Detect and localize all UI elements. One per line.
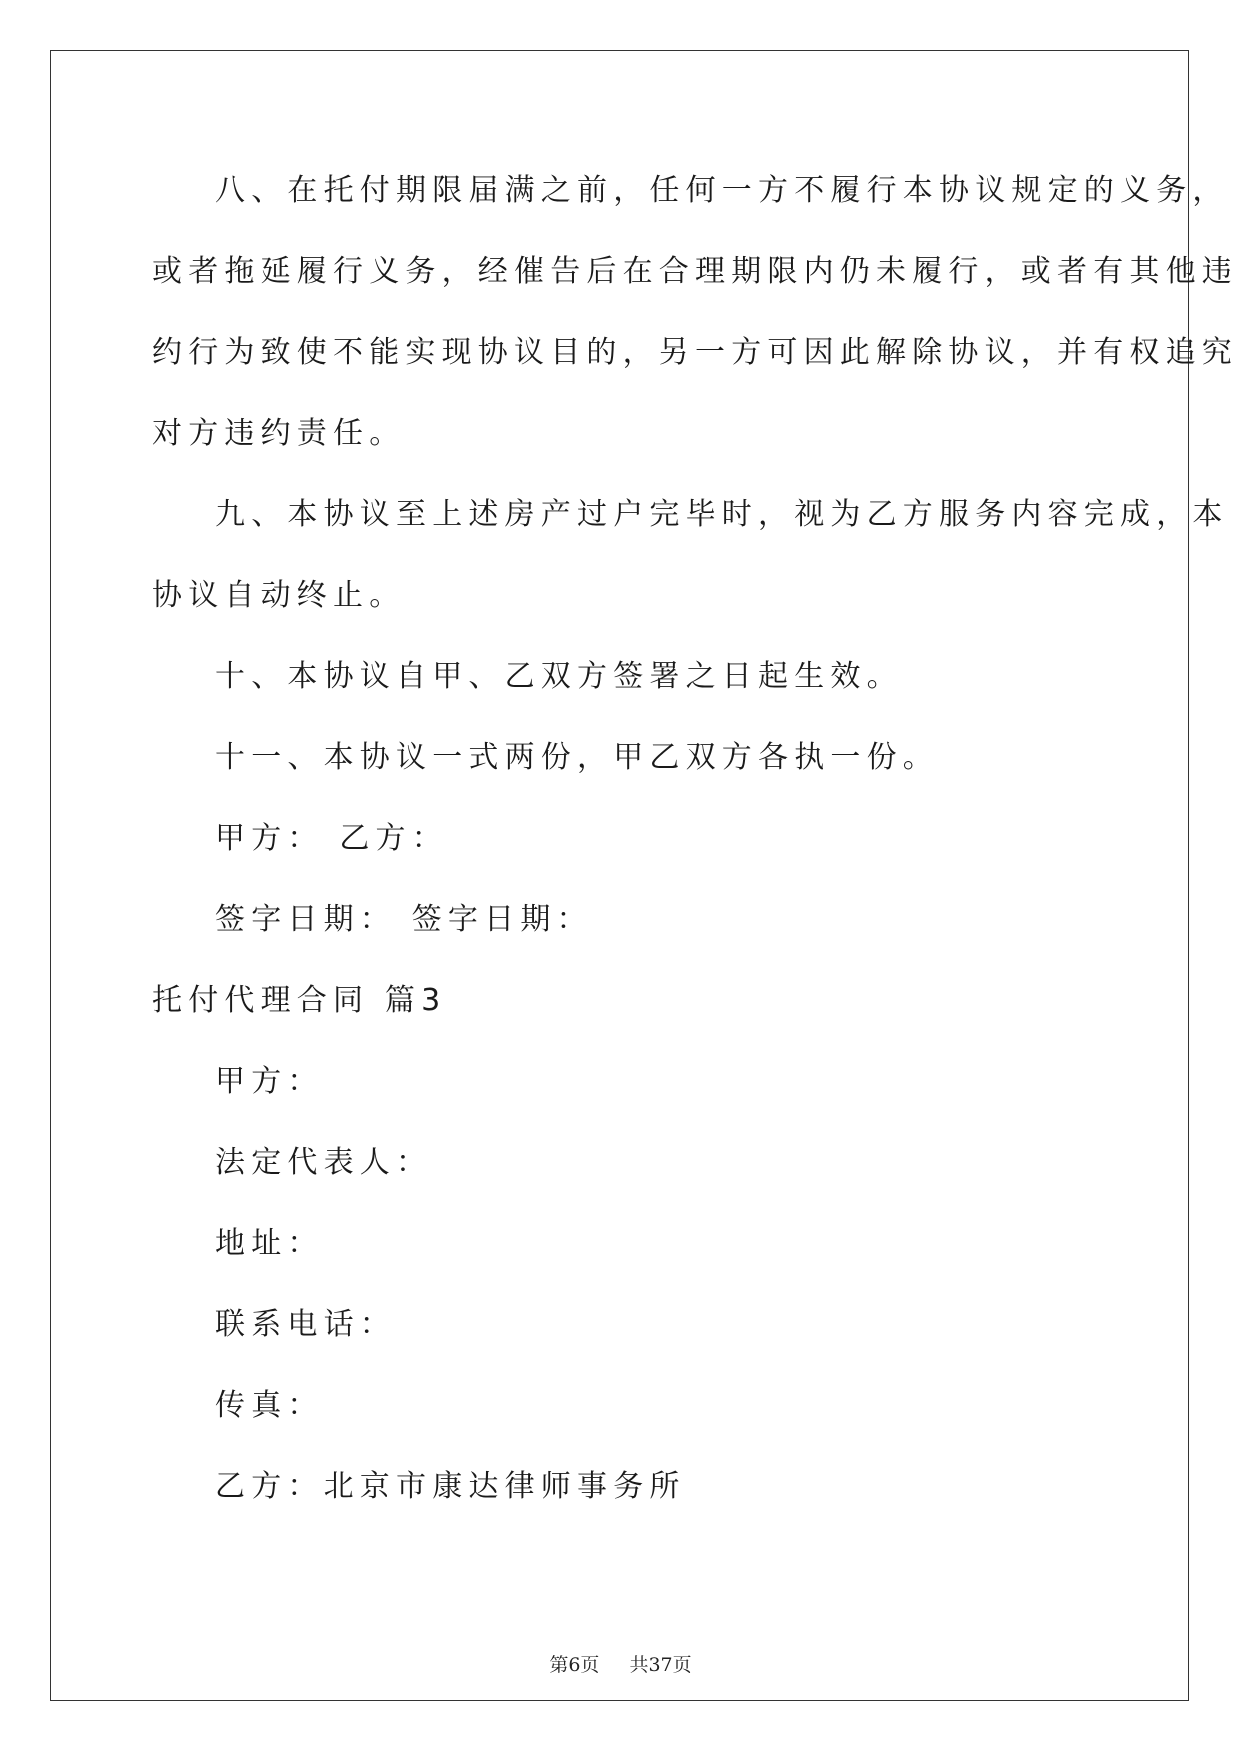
fax: 传真：: [215, 1388, 324, 1423]
clause-9-line-2: 协议自动终止。: [152, 578, 406, 613]
contact-phone: 联系电话：: [215, 1307, 396, 1342]
clause-8-line-3: 约行为致使不能实现协议目的，另一方可因此解除协议，并有权追究: [152, 335, 1238, 370]
clause-11: 十一、本协议一式两份，甲乙双方各执一份。: [215, 740, 939, 775]
section-heading: 托付代理合同 篇3: [152, 983, 447, 1018]
page-footer: [0, 1650, 1241, 1677]
party-labels: 甲方： 乙方：: [215, 821, 448, 856]
sign-dates: 签字日期： 签字日期：: [215, 902, 593, 937]
page-number: 第6页: [549, 1654, 600, 1676]
legal-representative: 法定代表人：: [215, 1145, 433, 1180]
clause-9-line-1: 九、本协议至上述房产过户完毕时，视为乙方服务内容完成，本: [215, 497, 1229, 532]
page-total: 共37页: [629, 1654, 692, 1676]
clause-10: 十、本协议自甲、乙双方签署之日起生效。: [215, 659, 903, 694]
clause-8-line-2: 或者拖延履行义务，经催告后在合理期限内仍未履行，或者有其他违: [152, 254, 1238, 289]
party-b: 乙方：北京市康达律师事务所: [215, 1469, 686, 1504]
party-a: 甲方：: [215, 1064, 324, 1099]
clause-8-line-1: 八、在托付期限届满之前，任何一方不履行本协议规定的义务，: [215, 173, 1229, 208]
page-border: [50, 50, 1189, 1701]
address: 地址：: [215, 1226, 324, 1261]
clause-8-line-4: 对方违约责任。: [152, 416, 406, 451]
